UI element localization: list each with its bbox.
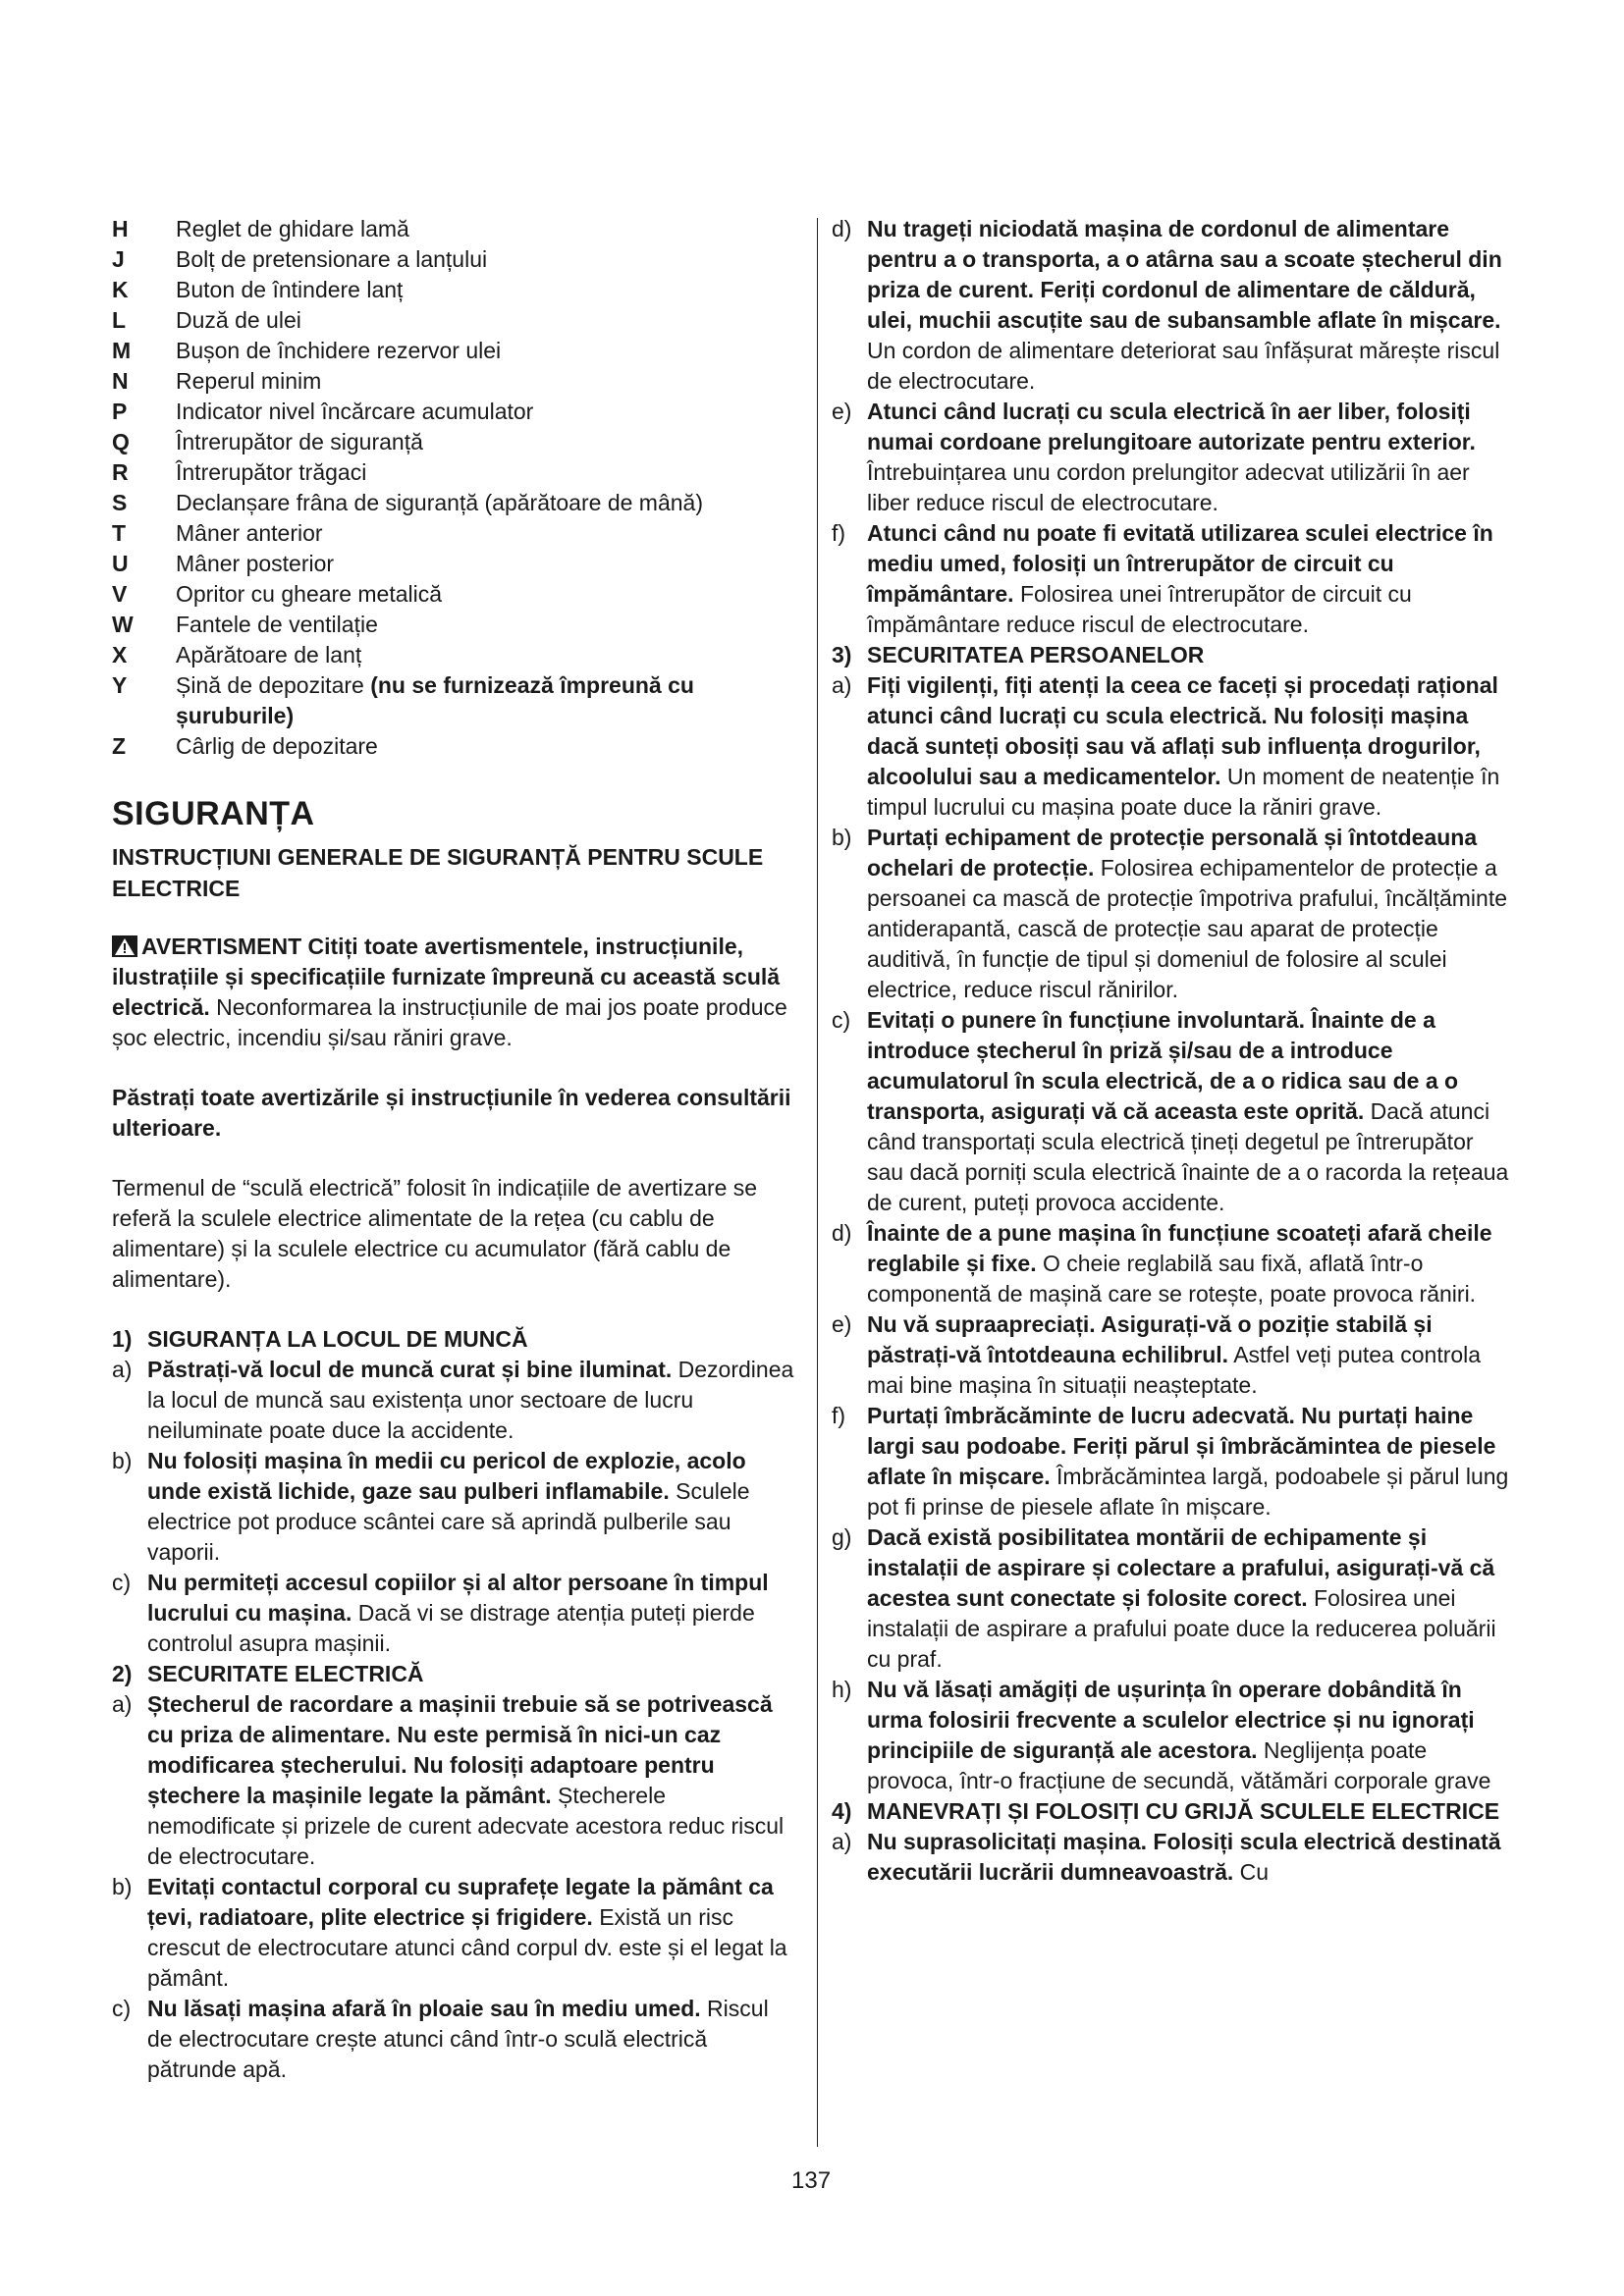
- safety-item: [832, 1218, 1509, 1309]
- legend-row: [112, 579, 799, 610]
- safety-item: [112, 1689, 799, 1872]
- item-letter: d): [832, 216, 852, 241]
- item-bold-text: Atunci când lucrați cu scula electrică în aer liber, folosiți numai cordoane prelungitoare autorizate pentru exterior.: [867, 399, 1476, 454]
- page-number: 137: [791, 2167, 832, 2194]
- item-bold-text: Fiți vigilenți, fiți atenți la ceea ce faceți și procedați rațional atunci când lucrați cu scula electrică. Nu folosiți mașina dacă sunteți obosiți sau vă aflați sub influența drogurilor, alcoolului sau a medicamentelor.: [867, 672, 1498, 789]
- legend-key: U: [112, 551, 129, 576]
- legend-row: [112, 549, 799, 579]
- item-text: Astfel veți putea controla mai bine mașina în situații neașteptate.: [867, 1342, 1482, 1398]
- legend-text: [176, 549, 799, 579]
- item-bold-text: Nu trageți niciodată mașina de cordonul de alimentare pentru a o transporta, a o atârna sau a scoate ștecherul din priza de curent. Feriți cordonul de alimentare de căldură, ulei, muchii ascuțite sau de subansamble aflate în mișcare.: [867, 216, 1502, 333]
- legend-key: Y: [112, 672, 128, 698]
- legend-key: W: [112, 612, 134, 637]
- item-letter: a): [112, 1691, 133, 1717]
- legend-label: Fantele de ventilație: [176, 612, 378, 637]
- item-text: Există un risc crescut de electrocutare atunci când corpul dv. este și el legat la pământ.: [147, 1904, 787, 1991]
- item-body: [147, 1568, 799, 1659]
- item-bold-text: Evitați contactul corporal cu suprafețe legate la pământ ca țevi, radiatoare, plite electrice și frigidere.: [147, 1874, 774, 1930]
- item-bold-text: Purtați îmbrăcăminte de lucru adecvată. Nu purtați haine largi sau podoabe. Feriți părul și îmbrăcămintea de piesele aflate în mișcare.: [867, 1403, 1496, 1489]
- legend-row: [112, 731, 799, 762]
- legend-label: Mâner anterior: [176, 520, 323, 546]
- item-body: [147, 1994, 799, 2085]
- legend-row: [112, 640, 799, 670]
- item-bold-text: Nu lăsați mașina afară în ploaie sau în mediu umed.: [147, 1996, 701, 2021]
- item-body: [867, 670, 1509, 823]
- legend-label: Indicator nivel încărcare acumulator: [176, 399, 534, 424]
- legend-key: L: [112, 307, 127, 333]
- section-number: 2): [112, 1661, 133, 1686]
- safety-item: [832, 1827, 1509, 1888]
- item-bold-text: Nu suprasolicitați mașina. Folosiți scula electrică destinată executării lucrării dumneavoastră.: [867, 1829, 1501, 1885]
- legend-key: N: [112, 368, 129, 394]
- legend-row: [112, 305, 799, 336]
- item-body: [867, 1827, 1509, 1888]
- legend-label: Reglet de ghidare lamă: [176, 216, 409, 241]
- keep-instructions-note: Păstrați toate avertizările și instrucțiunile în vederea consultării ulterioare.: [112, 1085, 791, 1141]
- legend-text: [176, 518, 799, 549]
- section-subheading: INSTRUCȚIUNI GENERALE DE SIGURANȚĂ PENTRU SCULE ELECTRICE: [112, 844, 764, 901]
- legend-row: [112, 518, 799, 549]
- item-text: Sculele electrice pot produce scântei care să aprindă pulberile sau vaporii.: [147, 1478, 750, 1565]
- legend-text: [176, 579, 799, 610]
- right-safety-sections: [832, 640, 1509, 1888]
- item-letter: b): [112, 1448, 133, 1473]
- section-number: 1): [112, 1326, 133, 1352]
- legend-text: [176, 670, 799, 731]
- item-letter: c): [112, 1996, 132, 2021]
- legend-label: Apărătoare de lanț: [176, 642, 362, 667]
- item-text: Folosirea unei instalații de aspirare a prafului poate duce la reducerea poluării cu praf.: [867, 1585, 1496, 1672]
- safety-item: [832, 1522, 1509, 1675]
- item-body: [147, 1446, 799, 1568]
- section-label: SECURITATEA PERSOANELOR: [867, 642, 1205, 667]
- legend-label-bold: (nu se furnizează împreună cu șuruburile): [176, 672, 694, 728]
- legend-label: Cârlig de depozitare: [176, 733, 378, 759]
- safety-item: [832, 518, 1509, 640]
- item-body: [867, 397, 1509, 518]
- warning-paragraph: [112, 932, 799, 1053]
- item-text: Folosirea unei întrerupător de circuit cu împământare reduce riscul de electrocutare.: [867, 581, 1412, 637]
- item-body: [867, 1218, 1509, 1309]
- item-letter: a): [832, 1829, 852, 1854]
- item-text: Dacă vi se distrage atenția puteți pierde controlul asupra mașinii.: [147, 1600, 755, 1656]
- safety-item: [832, 214, 1509, 397]
- legend-key: Z: [112, 733, 127, 759]
- left-column: [112, 214, 799, 2085]
- item-letter: f): [832, 1403, 846, 1428]
- item-letter: b): [832, 825, 852, 850]
- legend-row: [112, 397, 799, 427]
- legend-text: [176, 397, 799, 427]
- item-bold-text: Înainte de a pune mașina în funcțiune scoateți afară cheile reglabile și fixe.: [867, 1220, 1492, 1276]
- section-number: 4): [832, 1798, 852, 1824]
- component-legend: [112, 214, 799, 762]
- item-bold-text: Nu folosiți mașina în medii cu pericol de explozie, acolo unde există lichide, gaze sau pulberi inflamabile.: [147, 1448, 746, 1504]
- legend-text: [176, 731, 799, 762]
- item-body: [867, 1675, 1509, 1796]
- section-label: SECURITATE ELECTRICĂ: [147, 1661, 424, 1686]
- item-text: Un cordon de alimentare deteriorat sau înfășurat mărește riscul de electrocutare.: [867, 338, 1500, 394]
- item-letter: a): [112, 1357, 133, 1382]
- legend-key: K: [112, 277, 129, 302]
- safety-item: [112, 1872, 799, 1994]
- item-letter: b): [112, 1874, 133, 1899]
- legend-row: [112, 670, 799, 731]
- legend-label: Buton de întindere lanț: [176, 277, 404, 302]
- item-body: [147, 1872, 799, 1994]
- safety-item: [832, 1401, 1509, 1522]
- item-body: [867, 1401, 1509, 1522]
- item-text: Îmbrăcămintea largă, podoabele și părul lung pot fi prinse de piesele aflate în mișcare.: [867, 1464, 1509, 1520]
- legend-text: [176, 488, 799, 518]
- legend-key: M: [112, 338, 132, 363]
- warning-triangle-icon: [112, 935, 137, 957]
- legend-text: [176, 366, 799, 397]
- item-text: Folosirea echipamentelor de protecție a persoanei ca mască de protecție împotriva prafului, încălțăminte antiderapantă, cască de protecție sau aparat de protecție auditivă, în funcție de tipul și domeniul de folosire al sculei electrice, reduce riscul rănirilor.: [867, 855, 1507, 1002]
- section-label: SIGURANȚA LA LOCUL DE MUNCĂ: [147, 1326, 528, 1352]
- section-label: MANEVRAȚI ȘI FOLOSIȚI CU GRIJĂ SCULELE ELECTRICE: [867, 1798, 1500, 1824]
- left-safety-sections: [112, 1324, 799, 2085]
- item-text: Dezordinea la locul de muncă sau existența unor sectoare de lucru neiluminate poate duce la accidente.: [147, 1357, 794, 1443]
- legend-key: J: [112, 246, 125, 272]
- safety-item: [112, 1994, 799, 2085]
- legend-text: [176, 275, 799, 305]
- item-body: [867, 1309, 1509, 1401]
- legend-key: S: [112, 490, 128, 515]
- item-body: [147, 1689, 799, 1872]
- item-bold-text: Nu vă supraapreciați. Asigurați-vă o poziție stabilă și păstrați-vă întotdeauna echilibrul.: [867, 1311, 1433, 1367]
- safety-item: [832, 1005, 1509, 1218]
- item-text: Un moment de neatenție în timpul lucrului cu mașina poate duce la răniri grave.: [867, 764, 1500, 820]
- item-text: Ștecherele nemodificate și prizele de curent adecvate acestora reduc riscul de electrocutare.: [147, 1783, 785, 1869]
- item-letter: h): [832, 1677, 852, 1702]
- legend-label: Bolț de pretensionare a lanțului: [176, 246, 488, 272]
- legend-key: R: [112, 459, 129, 485]
- item-letter: f): [832, 520, 846, 546]
- item-text: Neglijența poate provoca, într-o fracțiune de secundă, vătămări corporale grave: [867, 1737, 1491, 1793]
- legend-label: Întrerupător de siguranță: [176, 429, 423, 454]
- item-letter: c): [112, 1570, 132, 1595]
- item-bold-text: Nu vă lăsați amăgiți de ușurința în operare dobândită în urma folosirii frecvente a sculelor electrice și nu ignorați principiile de siguranță ale acestora.: [867, 1677, 1475, 1763]
- legend-row: [112, 488, 799, 518]
- section-heading: SIGURANȚA: [112, 795, 315, 832]
- item-text: Întrebuințarea unu cordon prelungitor adecvat utilizării în aer liber reduce riscul de electrocutare.: [867, 459, 1470, 515]
- legend-key: V: [112, 581, 128, 607]
- legend-text: [176, 427, 799, 457]
- item-body: [867, 214, 1509, 397]
- legend-key: P: [112, 399, 128, 424]
- section-title: [112, 1324, 799, 1355]
- legend-key: T: [112, 520, 127, 546]
- item-bold-text: Păstrați-vă locul de muncă curat și bine iluminat.: [147, 1357, 673, 1382]
- item-bold-text: Nu permiteți accesul copiilor și al altor persoane în timpul lucrului cu mașina.: [147, 1570, 769, 1626]
- section-title: [832, 1796, 1509, 1827]
- legend-label: Duză de ulei: [176, 307, 301, 333]
- legend-row: [112, 336, 799, 366]
- legend-row: [112, 610, 799, 640]
- column-divider: [817, 218, 818, 2147]
- item-letter: g): [832, 1524, 852, 1550]
- legend-text: [176, 640, 799, 670]
- item-body: [867, 823, 1509, 1005]
- safety-item: [832, 397, 1509, 518]
- item-body: [867, 1522, 1509, 1675]
- item-text: Dacă atunci când transportați scula electrică țineți degetul pe întrerupător sau dacă porniți scula electrică înainte de a o racorda la rețeaua de curent, puteți provoca accidente.: [867, 1098, 1509, 1215]
- item-bold-text: Dacă există posibilitatea montării de echipamente și instalații de aspirare și colectare a prafului, asigurați-vă că acestea sunt conectate și folosite corect.: [867, 1524, 1495, 1611]
- legend-row: [112, 366, 799, 397]
- item-bold-text: Atunci când nu poate fi evitată utilizarea sculei electrice în mediu umed, folosiți un întrerupător de circuit cu împământare.: [867, 520, 1493, 607]
- legend-label: Declanșare frâna de siguranță (apărătoare de mână): [176, 490, 703, 515]
- item-letter: e): [832, 399, 852, 424]
- safety-item: [832, 823, 1509, 1005]
- warning-bold: AVERTISMENT Citiți toate avertismentele, instrucțiunile, ilustrațiile și specificațiile furnizate împreună cu această sculă electrică.: [112, 934, 781, 1020]
- item-letter: d): [832, 1220, 852, 1246]
- right-column: [832, 214, 1509, 1888]
- legend-text: [176, 214, 799, 244]
- electrical-safety-continued: [832, 214, 1509, 640]
- warning-text: Neconformarea la instrucțiunile de mai jos poate produce șoc electric, incendiu și/sau răniri grave.: [112, 994, 787, 1050]
- safety-item: [112, 1568, 799, 1659]
- item-bold-text: Evitați o punere în funcțiune involuntară. Înainte de a introduce ștecherul în priză și/sau de a introduce acumulatorul în scula electrică, de a o ridica sau de a o transporta, asigurați vă că aceasta este oprită.: [867, 1007, 1459, 1124]
- legend-key: X: [112, 642, 128, 667]
- item-bold-text: Ștecherul de racordare a mașinii trebuie să se potrivească cu priza de alimentare. Nu este permisă în nici-un caz modificarea ștecherului. Nu folosiți adaptoare pentru ștechere la mașinile legate la pământ.: [147, 1691, 773, 1808]
- legend-key: H: [112, 216, 129, 241]
- legend-text: [176, 244, 799, 275]
- legend-row: [112, 457, 799, 488]
- safety-item: [832, 1675, 1509, 1796]
- legend-label: Șină de depozitare: [176, 672, 371, 698]
- legend-text: [176, 457, 799, 488]
- legend-label: Mâner posterior: [176, 551, 335, 576]
- legend-text: [176, 610, 799, 640]
- safety-item: [832, 1309, 1509, 1401]
- section-title: [112, 1659, 799, 1689]
- safety-item: [832, 670, 1509, 823]
- safety-item: [112, 1355, 799, 1446]
- legend-row: [112, 275, 799, 305]
- section-title: [832, 640, 1509, 670]
- legend-row: [112, 214, 799, 244]
- legend-label: Întrerupător trăgaci: [176, 459, 367, 485]
- legend-label: Opritor cu gheare metalică: [176, 581, 443, 607]
- item-text: Cu: [1233, 1859, 1270, 1885]
- item-letter: e): [832, 1311, 852, 1337]
- item-letter: c): [832, 1007, 851, 1033]
- legend-label: Bușon de închidere rezervor ulei: [176, 338, 502, 363]
- legend-row: [112, 244, 799, 275]
- item-text: O cheie reglabilă sau fixă, aflată într-o componentă de mașină care se rotește, poate provoca răniri.: [867, 1251, 1477, 1307]
- item-body: [147, 1355, 799, 1446]
- item-body: [867, 518, 1509, 640]
- item-bold-text: Purtați echipament de protecție personală și întotdeauna ochelari de protecție.: [867, 825, 1478, 881]
- legend-text: [176, 305, 799, 336]
- legend-label: Reperul minim: [176, 368, 322, 394]
- legend-key: Q: [112, 429, 130, 454]
- item-body: [867, 1005, 1509, 1218]
- item-text: Riscul de electrocutare crește atunci când într-o sculă electrică pătrunde apă.: [147, 1996, 769, 2082]
- item-letter: a): [832, 672, 852, 698]
- power-tool-term-note: Termenul de “sculă electrică” folosit în indicațiile de avertizare se referă la sculele electrice alimentate de la rețea (cu cablu de alimentare) și la sculele electrice cu acumulator (fără cablu de alimentare).: [112, 1175, 758, 1292]
- section-number: 3): [832, 642, 852, 667]
- safety-item: [112, 1446, 799, 1568]
- legend-text: [176, 336, 799, 366]
- legend-row: [112, 427, 799, 457]
